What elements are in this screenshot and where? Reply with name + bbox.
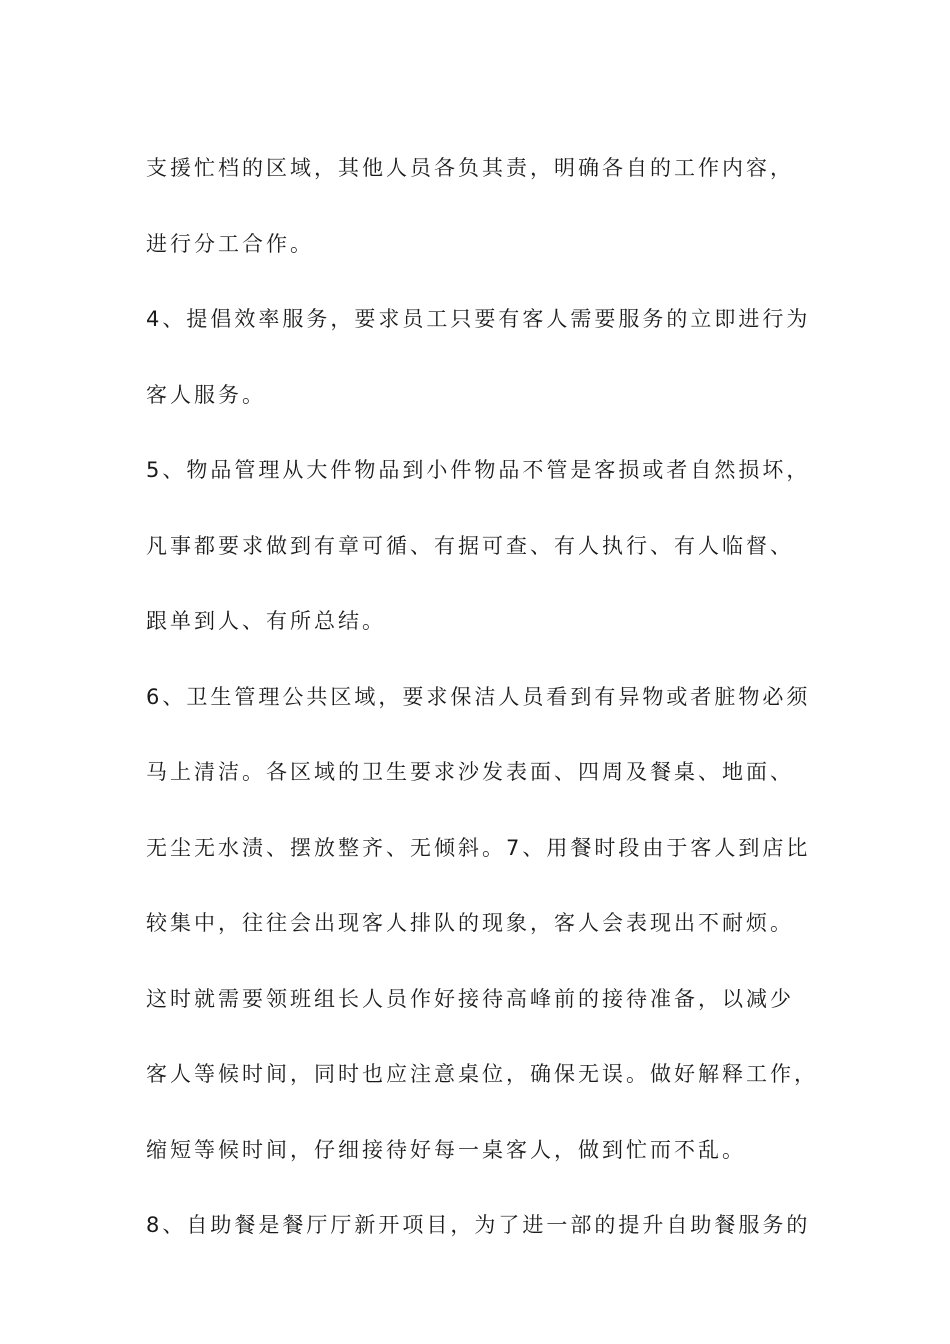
text-line: 这时就需要领班组长人员作好接待高峰前的接待准备，以减少 bbox=[146, 986, 794, 1011]
text-line: 马上清洁。各区域的卫生要求沙发表面、四周及餐桌、地面、 bbox=[146, 760, 794, 784]
text-line: 缩短等候时间，仔细接待好每一桌客人，做到忙而不乱。 bbox=[146, 1137, 746, 1162]
text-line: 跟单到人、有所总结。 bbox=[146, 609, 386, 633]
text-line: 客人等候时间，同时也应注意桌位，确保无误。做好解释工作， bbox=[146, 1062, 818, 1086]
text-line: 客人服务。 bbox=[146, 382, 266, 407]
document-body bbox=[146, 131, 846, 1264]
text-line: 8、自助餐是餐厅厅新开项目，为了进一部的提升自助餐服务的 bbox=[146, 1213, 811, 1237]
text-line: 凡事都要求做到有章可循、有据可查、有人执行、有人临督、 bbox=[146, 533, 794, 558]
text-line: 无尘无水渍、摆放整齐、无倾斜。7、用餐时段由于客人到店比 bbox=[146, 835, 811, 860]
text-line: 5、物品管理从大件物品到小件物品不管是客损或者自然损坏， bbox=[146, 458, 811, 482]
text-line: 支援忙档的区域，其他人员各负其责，明确各自的工作内容， bbox=[146, 156, 794, 180]
text-line: 进行分工合作。 bbox=[146, 231, 314, 256]
text-line: 较集中，往往会出现客人排队的现象，客人会表现出不耐烦。 bbox=[146, 911, 794, 935]
text-line: 4、提倡效率服务，要求员工只要有客人需要服务的立即进行为 bbox=[146, 307, 811, 331]
text-line: 6、卫生管理公共区域，要求保洁人员看到有异物或者脏物必须 bbox=[146, 684, 811, 709]
